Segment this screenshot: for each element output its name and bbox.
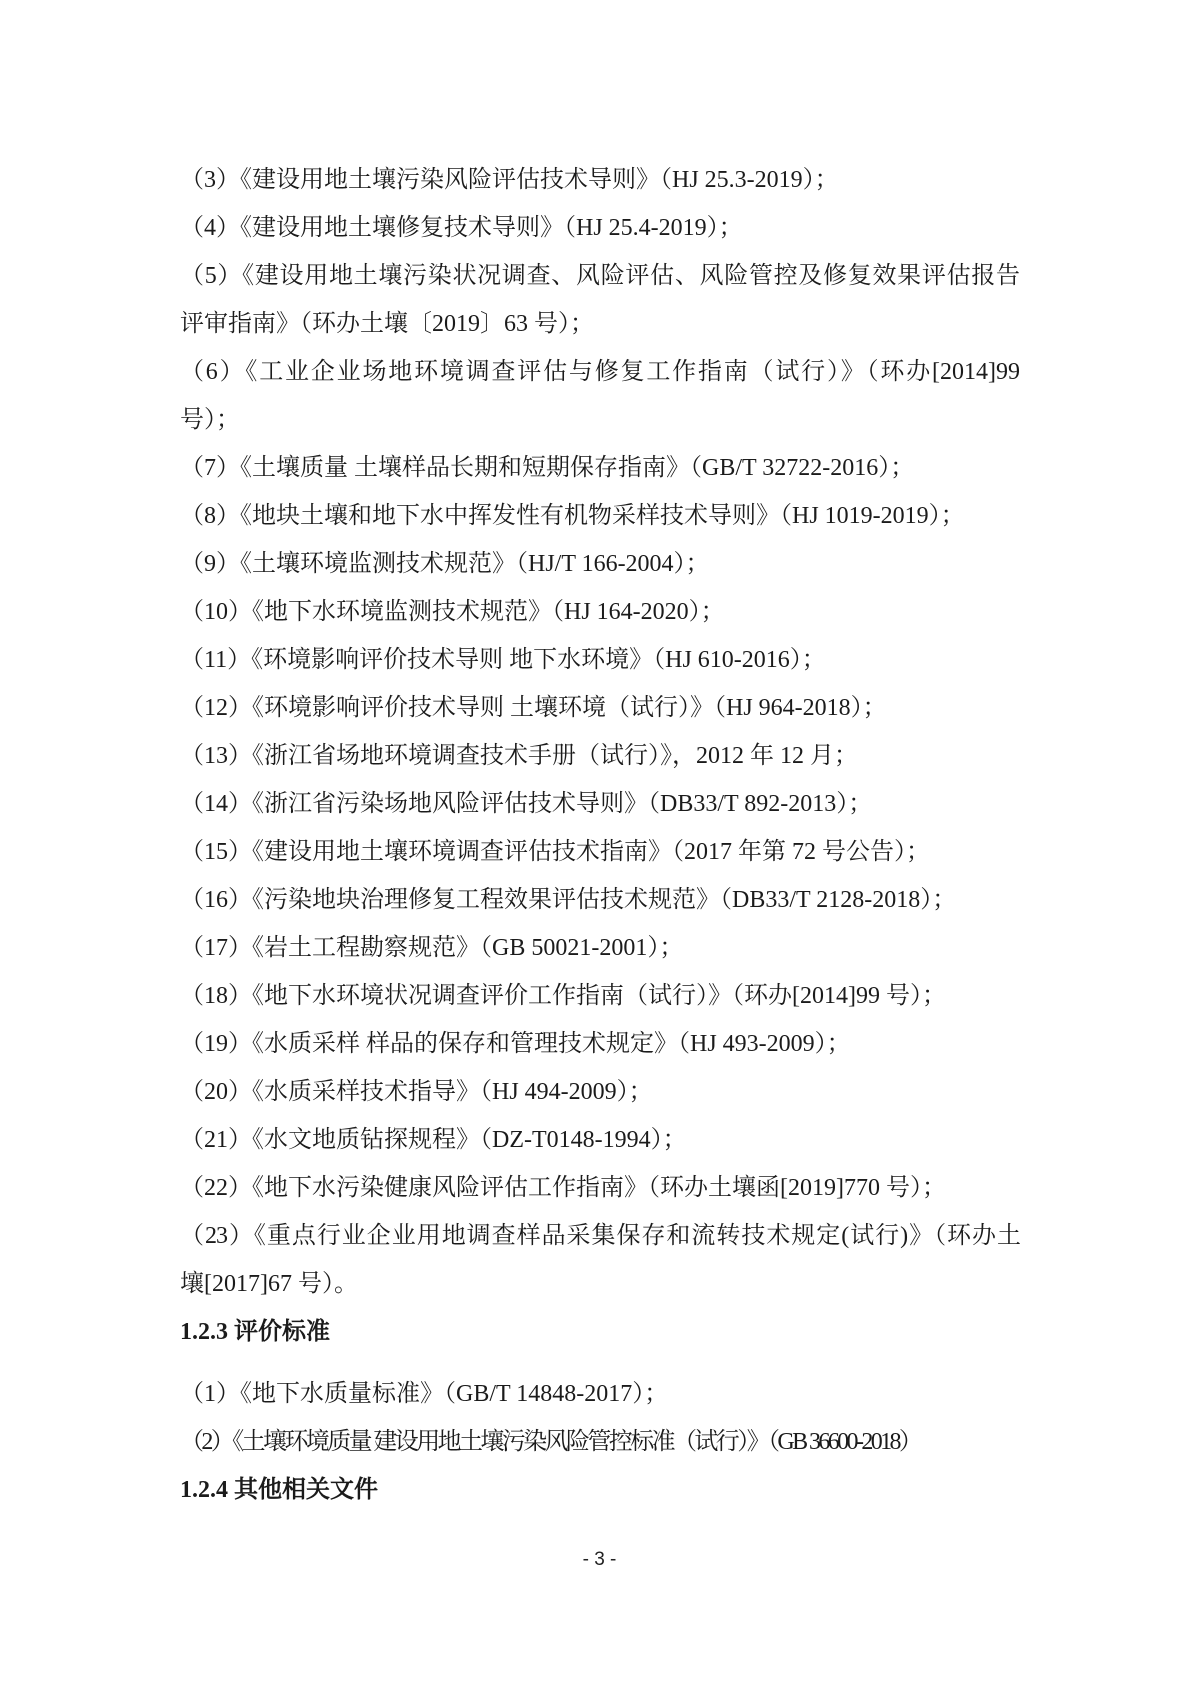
reference-item-19: （19）《水质采样 样品的保存和管理技术规定》（HJ 493-2009）； [180, 1031, 851, 1057]
standard-item-2: （2）《土壤环境质量 建设用地土壤污染风险管控标准（试行）》（GB 36600-2018） [180, 1429, 921, 1455]
section-heading-1-2-3: 1.2.3 评价标准 [180, 1319, 330, 1345]
reference-item-11: （11）《环境影响评价技术导则 地下水环境》（HJ 610-2016）； [180, 647, 826, 673]
reference-item-18: （18）《地下水环境状况调查评价工作指南（试行）》（环办[2014]99 号）； [180, 983, 946, 1009]
reference-item-10: （10）《地下水环境监测技术规范》（HJ 164-2020）； [180, 599, 725, 625]
section-heading-1-2-4: 1.2.4 其他相关文件 [180, 1477, 378, 1503]
page-number: - 3 - [582, 1549, 617, 1570]
reference-item-4: （4）《建设用地土壤修复技术导则》（HJ 25.4-2019）； [180, 215, 743, 241]
reference-item-12: （12）《环境影响评价技术导则 土壤环境（试行）》（HJ 964-2018）； [180, 695, 887, 721]
reference-item-9: （9）《土壤环境监测技术规范》（HJ/T 166-2004）； [180, 551, 710, 577]
reference-item-15: （15）《建设用地土壤环境调查评估技术指南》（2017 年第 72 号公告）； [180, 839, 930, 865]
reference-item-6-line-2: 号）； [180, 407, 240, 433]
reference-item-6-line-1: （6）《工业企业场地环境调查评估与修复工作指南（试行）》（环办[2014]99 [180, 359, 1020, 385]
reference-item-23-line-1: （23）《重点行业企业用地调查样品采集保存和流转技术规定(试行)》（环办土 [180, 1223, 1020, 1249]
reference-item-3: （3）《建设用地土壤污染风险评估技术导则》（HJ 25.3-2019）； [180, 167, 839, 193]
reference-item-20: （20）《水质采样技术指导》（HJ 494-2009）； [180, 1079, 653, 1105]
standard-item-1: （1）《地下水质量标准》（GB/T 14848-2017）； [180, 1381, 669, 1407]
reference-item-7: （7）《土壤质量 土壤样品长期和短期保存指南》（GB/T 32722-2016）； [180, 455, 915, 481]
reference-item-8: （8）《地块土壤和地下水中挥发性有机物采样技术导则》（HJ 1019-2019）； [180, 503, 965, 529]
reference-item-23-line-2: 壤[2017]67 号）。 [180, 1271, 358, 1297]
reference-item-22: （22）《地下水污染健康风险评估工作指南》（环办土壤函[2019]770 号）； [180, 1175, 946, 1201]
reference-item-5-line-2: 评审指南》（环办土壤〔2019〕63 号）； [180, 311, 594, 337]
reference-item-13: （13）《浙江省场地环境调查技术手册（试行）》，2012 年 12 月； [180, 743, 858, 769]
reference-item-14: （14）《浙江省污染场地风险评估技术导则》（DB33/T 892-2013）； [180, 791, 873, 817]
reference-item-21: （21）《水文地质钻探规程》（DZ-T0148-1994）； [180, 1127, 687, 1153]
reference-item-5-line-1: （5）《建设用地土壤污染状况调查、风险评估、风险管控及修复效果评估报告 [180, 263, 1020, 289]
document-body [180, 156, 1020, 1514]
reference-item-17: （17）《岩土工程勘察规范》（GB 50021-2001）； [180, 935, 684, 961]
reference-item-16: （16）《污染地块治理修复工程效果评估技术规范》（DB33/T 2128-2018）； [180, 887, 957, 913]
